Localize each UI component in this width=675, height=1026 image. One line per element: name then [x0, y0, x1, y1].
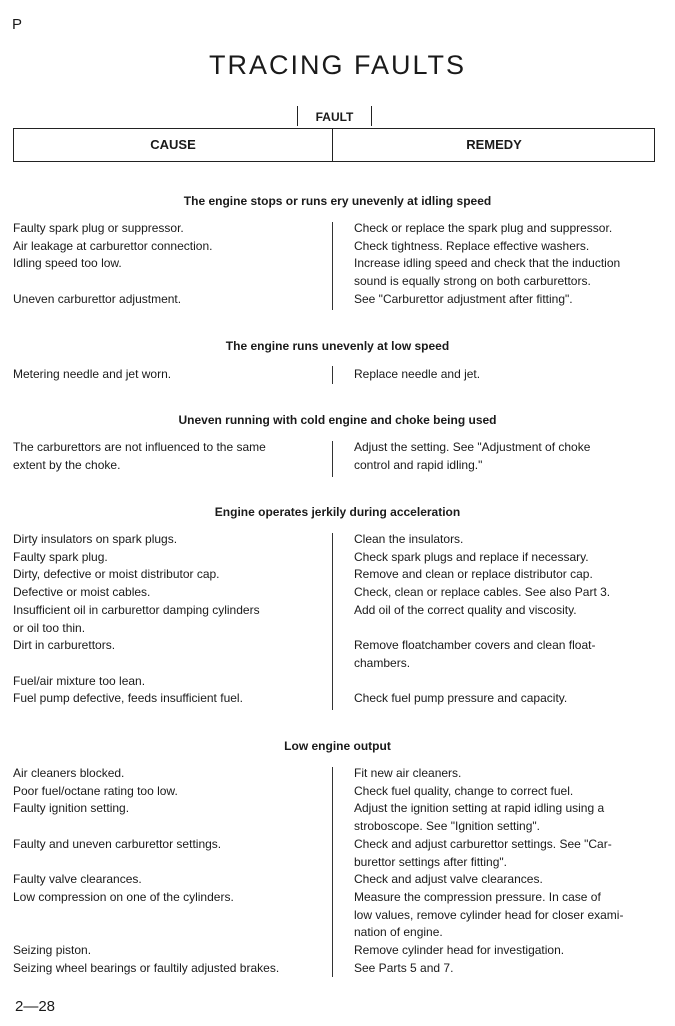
cause-line: [13, 854, 331, 872]
cause-line: [13, 907, 331, 925]
section-title: Uneven running with cold engine and choke being used: [178, 413, 497, 427]
remedy-list: [354, 765, 659, 977]
cause-line: Air cleaners blocked.: [13, 766, 125, 780]
remedy-list: [354, 366, 659, 384]
remedy-line: sound is equally strong on both carburettors.: [354, 274, 591, 289]
cause-line: Low compression on one of the cylinders.: [13, 889, 234, 904]
remedy-line: Check spark plugs and replace if necessary.: [354, 549, 589, 564]
remedy-line: See "Carburettor adjustment after fitting".: [354, 291, 573, 306]
cause-line: Poor fuel/octane rating too low.: [13, 783, 178, 798]
cause-line: Seizing piston.: [13, 943, 92, 958]
cause-line: [13, 924, 331, 942]
remedy-line: low values, remove cylinder head for closer exami-: [354, 907, 624, 922]
cause-line: The carburettors are not influenced to the same: [13, 440, 266, 454]
cause-line: Dirty, defective or moist distributor cap.: [13, 567, 220, 582]
cause-column-header: CAUSE: [150, 137, 196, 152]
column-divider: [332, 222, 333, 310]
remedy-line: Fit new air cleaners.: [354, 766, 462, 780]
remedy-line: stroboscope. See "Ignition setting".: [354, 819, 540, 834]
remedy-list: [354, 439, 659, 474]
table-header: [13, 128, 655, 162]
fault-label: FAULT: [297, 106, 372, 126]
remedy-line: nation of engine.: [354, 925, 443, 940]
remedy-line: Remove floatchamber covers and clean float-: [354, 638, 596, 653]
cause-list: [13, 439, 331, 474]
remedy-line: Check fuel pump pressure and capacity.: [354, 691, 568, 706]
remedy-line: Check and adjust valve clearances.: [354, 872, 543, 887]
page-title: TRACING FAULTS: [208, 50, 467, 80]
cause-list: [13, 531, 331, 708]
cause-line: Air leakage at carburettor connection.: [13, 238, 213, 253]
remedy-line: Check fuel quality, change to correct fuel.: [354, 783, 574, 798]
column-divider: [332, 441, 333, 477]
section-title: The engine runs unevenly at low speed: [225, 339, 450, 353]
page-corner-mark: P: [12, 16, 23, 33]
cause-line: Dirty insulators on spark plugs.: [13, 532, 178, 546]
page-number: 2—28: [15, 998, 56, 1015]
cause-line: Defective or moist cables.: [13, 585, 151, 600]
remedy-line: control and rapid idling.": [354, 457, 483, 472]
remedy-line: chambers.: [354, 655, 411, 670]
remedy-line: See Parts 5 and 7.: [354, 960, 454, 975]
remedy-line: Adjust the setting. See "Adjustment of choke: [354, 440, 591, 454]
remedy-line: Check and adjust carburettor settings. See "Car-: [354, 836, 612, 851]
cause-line: Faulty valve clearances.: [13, 872, 142, 887]
remedy-line: Check, clean or replace cables. See also Part 3.: [354, 585, 611, 600]
remedy-line: Increase idling speed and check that the induction: [354, 256, 621, 271]
remedy-column-header: REMEDY: [332, 129, 655, 161]
cause-list: [13, 220, 331, 309]
remedy-list: [354, 220, 659, 309]
cause-line: Seizing wheel bearings or faultily adjusted brakes.: [13, 960, 280, 975]
cause-line: Faulty and uneven carburettor settings.: [13, 836, 222, 851]
cause-list: [13, 765, 331, 977]
cause-line: Faulty ignition setting.: [13, 801, 130, 816]
cause-line: [13, 655, 331, 673]
section-title: Low engine output: [284, 739, 391, 753]
section-title: The engine stops or runs ery unevenly at idling speed: [183, 194, 492, 208]
cause-line: or oil too thin.: [13, 620, 86, 635]
remedy-line: Replace needle and jet.: [354, 367, 481, 381]
remedy-line: Remove cylinder head for investigation.: [354, 943, 565, 958]
cause-line: [13, 818, 331, 836]
column-divider: [332, 767, 333, 977]
remedy-line: Measure the compression pressure. In case of: [354, 889, 601, 904]
remedy-list: [354, 531, 659, 708]
cause-line: Uneven carburettor adjustment.: [13, 291, 182, 306]
cause-line: extent by the choke.: [13, 457, 121, 472]
remedy-line: [354, 620, 659, 638]
column-divider: [332, 533, 333, 710]
remedy-line: Check or replace the spark plug and suppressor.: [354, 221, 613, 235]
cause-line: Fuel/air mixture too lean.: [13, 673, 146, 688]
cause-line: Fuel pump defective, feeds insufficient fuel.: [13, 691, 243, 706]
remedy-line: [354, 673, 659, 691]
cause-line: Dirt in carburettors.: [13, 638, 116, 653]
remedy-line: Adjust the ignition setting at rapid idling using a: [354, 801, 605, 816]
remedy-line: Clean the insulators.: [354, 532, 464, 546]
remedy-line: Check tightness. Replace effective washers.: [354, 238, 590, 253]
column-divider: [332, 366, 333, 384]
cause-line: Insufficient oil in carburettor damping cylinders: [13, 602, 260, 617]
cause-line: Metering needle and jet worn.: [13, 367, 172, 381]
cause-line: Faulty spark plug or suppressor.: [13, 221, 184, 235]
cause-line: Faulty spark plug.: [13, 549, 108, 564]
remedy-line: Remove and clean or replace distributor cap.: [354, 567, 593, 582]
section-title: Engine operates jerkily during acceleration: [214, 505, 461, 519]
cause-line: Idling speed too low.: [13, 256, 122, 271]
cause-list: [13, 366, 331, 384]
remedy-line: Add oil of the correct quality and viscosity.: [354, 602, 577, 617]
cause-line: [13, 273, 331, 291]
remedy-line: burettor settings after fitting".: [354, 854, 507, 869]
